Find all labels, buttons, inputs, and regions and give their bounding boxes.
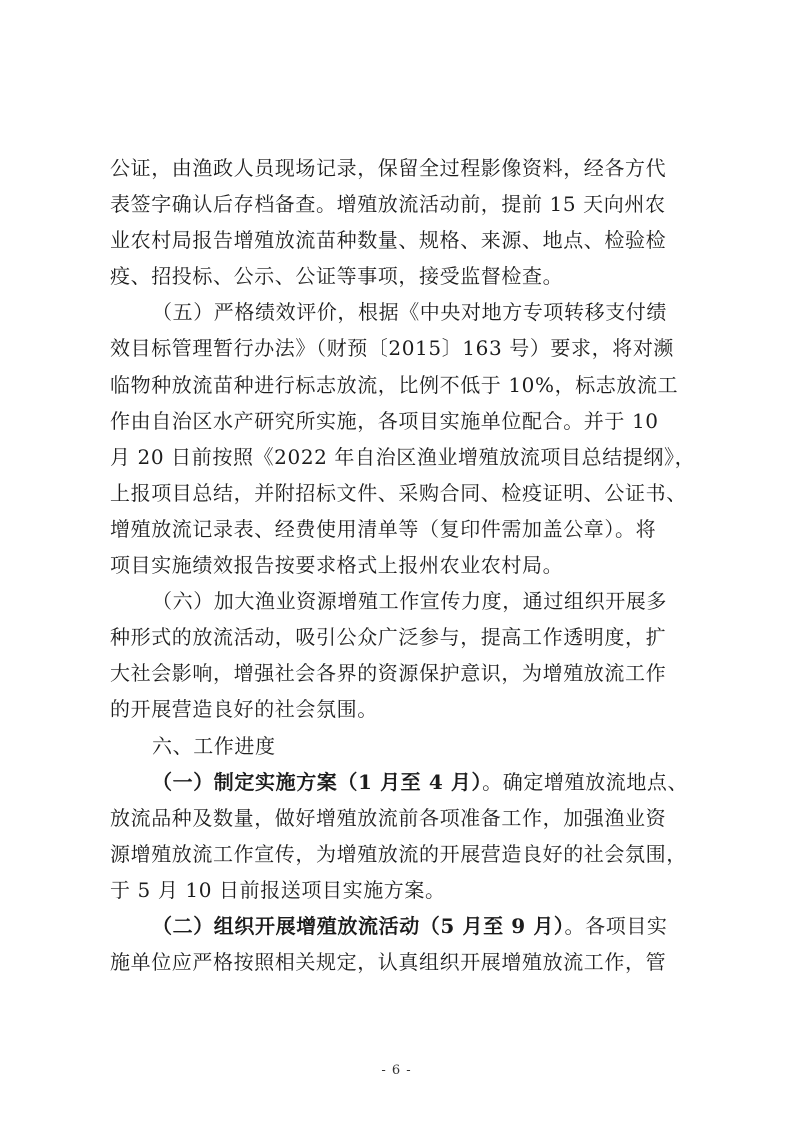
text-line: 作由自治区水产研究所实施，各项目实施单位配合。并于 10 <box>110 408 659 433</box>
text-line: 效目标管理暂行办法》（财预〔2015〕163 号）要求，将对濒 <box>110 336 675 361</box>
item-text: 。确定增殖放流地点、 <box>482 769 689 794</box>
text-line: 种形式的放流活动，吸引公众广泛参与，提高工作透明度，扩 <box>110 625 667 650</box>
text-line: 增殖放流记录表、经费使用清单等（复印件需加盖公章）。将 <box>110 516 657 541</box>
text-line: 疫、招投标、公示、公证等事项，接受监督检查。 <box>110 264 564 289</box>
text-line: 公证，由渔政人员现场记录，保留全过程影像资料，经各方代 <box>110 156 667 180</box>
item-text: 。各项目实 <box>564 913 668 938</box>
text-line: 施单位应严格按照相关规定，认真组织开展增殖放流工作，管 <box>110 950 667 975</box>
text-line: 的开展营造良好的社会氛围。 <box>110 697 378 722</box>
text-line: 大社会影响，增强社会各界的资源保护意识，为增殖放流工作 <box>110 661 667 686</box>
document-body <box>110 150 708 980</box>
section-heading: 六、工作进度 <box>152 733 276 758</box>
text-line: 于 5 月 10 日前报送项目实施方案。 <box>110 877 446 902</box>
text-line: （五）严格绩效评价，根据《中央对地方专项转移支付绩 <box>152 300 667 325</box>
text-line: 业农村局报告增殖放流苗种数量、规格、来源、地点、检验检 <box>110 228 667 253</box>
item-first-line <box>110 764 708 800</box>
text-line: 源增殖放流工作宣传，为增殖放流的开展营造良好的社会氛围， <box>110 841 687 866</box>
item-first-line <box>110 908 708 944</box>
text-line: （六）加大渔业资源增殖工作宣传力度，通过组织开展多 <box>152 589 667 614</box>
text-line: 临物种放流苗种进行标志放流，比例不低于 10%，标志放流工 <box>110 372 679 397</box>
text-line: 上报项目总结，并附招标文件、采购合同、检疫证明、公证书、 <box>110 480 687 505</box>
text-line: 表签字确认后存档备查。增殖放流活动前，提前 15 天向州农 <box>110 192 666 217</box>
page-number: - 6 - <box>381 1063 412 1078</box>
text-line: 放流品种及数量，做好增殖放流前各项准备工作，加强渔业资 <box>110 805 667 830</box>
item-heading: （一）制定实施方案（1 月至 4 月） <box>152 769 483 794</box>
text-line: 月 20 日前按照《2022 年自治区渔业增殖放流项目总结提纲》， <box>110 444 696 469</box>
text-line: 项目实施绩效报告按要求格式上报州农业农村局。 <box>110 553 564 578</box>
item-heading: （二）组织开展增殖放流活动（5 月至 9 月） <box>152 913 565 938</box>
